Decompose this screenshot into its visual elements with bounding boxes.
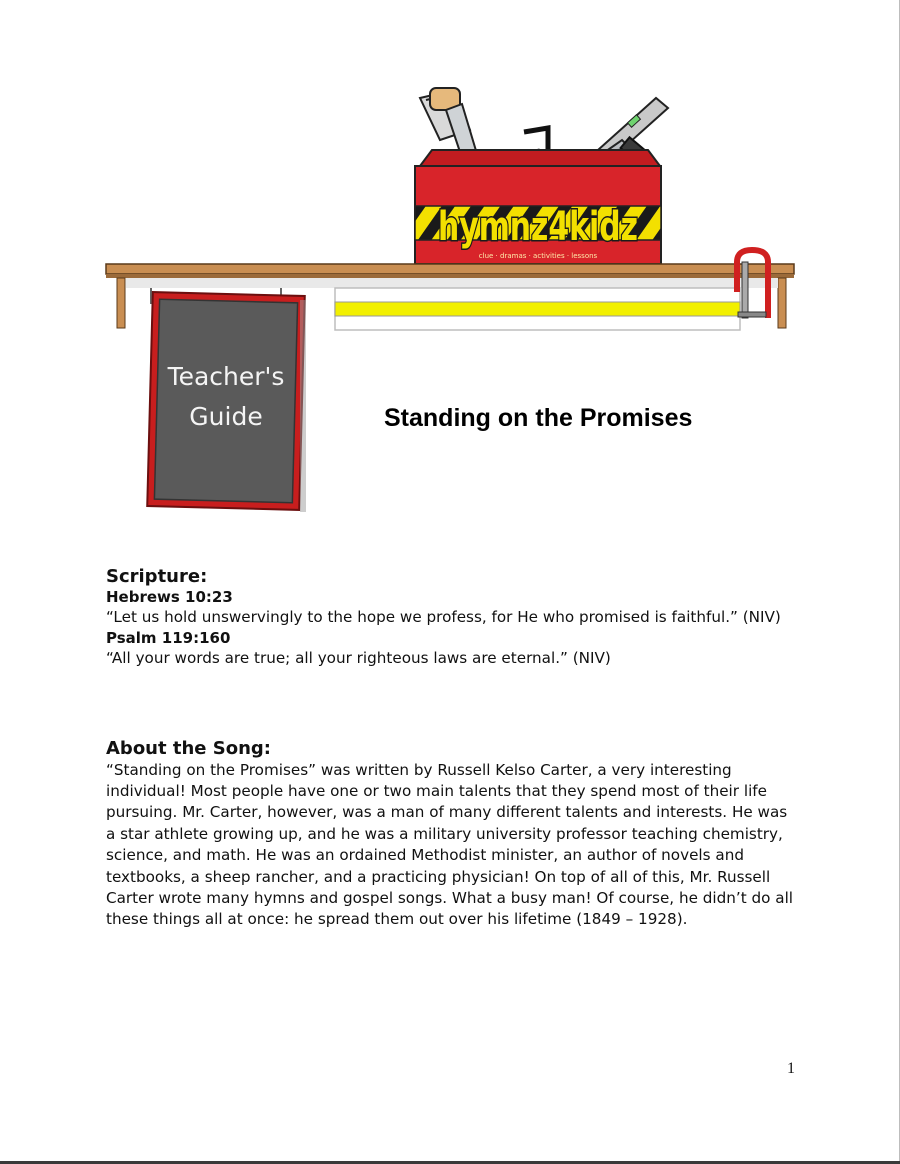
header-illustration bbox=[0, 0, 900, 530]
about-section bbox=[106, 738, 796, 931]
board-text-line2: Guide bbox=[189, 402, 263, 431]
logo-text: hymnz4kidz bbox=[438, 204, 638, 250]
scripture-text: “Let us hold unswervingly to the hope we profess, for He who promised is faithful.” (NIV) bbox=[106, 608, 781, 627]
page-number: 1 bbox=[787, 1060, 795, 1077]
logo-tagline: clue · dramas · activities · lessons bbox=[478, 252, 598, 260]
board-text-line1: Teacher's bbox=[167, 362, 285, 391]
scripture-reference: Psalm 119:160 bbox=[106, 628, 231, 647]
about-heading: About the Song: bbox=[106, 738, 271, 759]
scripture-section bbox=[106, 566, 796, 669]
page-title: Standing on the Promises bbox=[384, 404, 693, 432]
about-text: “Standing on the Promises” was written by Russell Kelso Carter, a very interesting individual! Most people have one or two main talents that they spend most of their life pursuing. Mr. Carter, however, was a man of many different talents and interests. He was a star athlete growing up, and he was a military university professor teaching chemistry, science, and math. He was an ordained Methodist minister, an author of novels and textbooks, a sheep rancher, and a practicing physician! On top of all of this, Mr. Russell Carter wrote many hymns and gospel songs. What a busy man! Of course, he didn’t do all these things all at once: he spread them out over his lifetime (1849 – 1928). bbox=[106, 760, 794, 929]
scripture-text: “All your words are true; all your righteous laws are eternal.” (NIV) bbox=[106, 649, 611, 667]
toolbox-logo bbox=[415, 150, 661, 264]
scripture-reference: Hebrews 10:23 bbox=[106, 587, 233, 606]
scripture-heading: Scripture: bbox=[106, 566, 208, 587]
